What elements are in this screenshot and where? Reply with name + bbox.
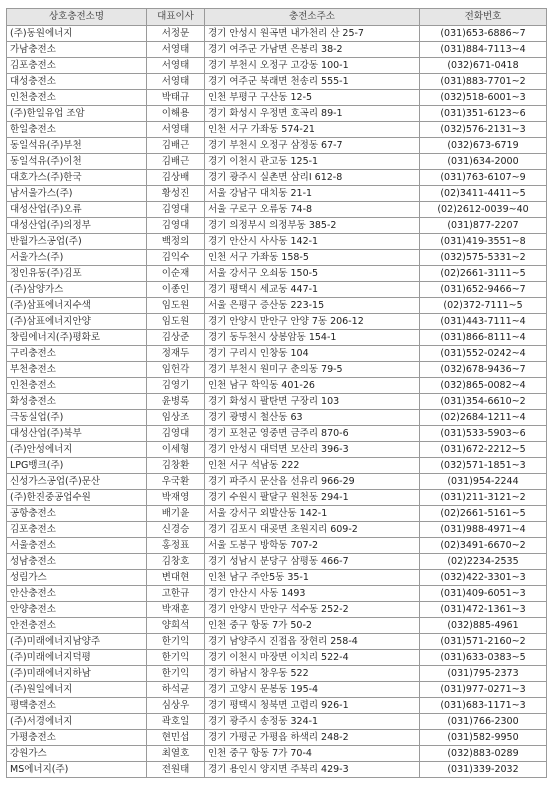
table-row bbox=[7, 666, 547, 682]
ceo-cell: 김창환 bbox=[147, 458, 205, 474]
station-name-cell: 서울가스(주) bbox=[7, 250, 147, 266]
table-row bbox=[7, 314, 547, 330]
phone-cell: (031)552-0242~4 bbox=[420, 346, 547, 362]
table-row bbox=[7, 330, 547, 346]
address-cell: 경기 수원시 팔달구 원천동 294-1 bbox=[205, 490, 420, 506]
address-cell: 경기 부천시 오정구 고강동 100-1 bbox=[205, 58, 420, 74]
station-name-cell: 가평충전소 bbox=[7, 730, 147, 746]
table-row bbox=[7, 186, 547, 202]
ceo-cell: 서영태 bbox=[147, 42, 205, 58]
ceo-cell: 임상조 bbox=[147, 410, 205, 426]
table-header-row bbox=[7, 9, 547, 26]
address-cell: 인천 서구 가좌동 158-5 bbox=[205, 250, 420, 266]
table-row bbox=[7, 698, 547, 714]
phone-cell: (02)2661-3111~5 bbox=[420, 266, 547, 282]
table-row bbox=[7, 618, 547, 634]
station-name-cell: 구리충전소 bbox=[7, 346, 147, 362]
ceo-cell: 박태규 bbox=[147, 90, 205, 106]
station-name-cell: (주)미래에너지하남 bbox=[7, 666, 147, 682]
address-cell: 서울 은평구 증산동 223-15 bbox=[205, 298, 420, 314]
ceo-cell: 김영대 bbox=[147, 426, 205, 442]
header-address: 충전소주소 bbox=[205, 9, 420, 26]
phone-cell: (032)885-4961 bbox=[420, 618, 547, 634]
address-cell: 경기 광주시 송정동 324-1 bbox=[205, 714, 420, 730]
phone-cell: (031)419-3551~8 bbox=[420, 234, 547, 250]
phone-cell: (031)443-7111~4 bbox=[420, 314, 547, 330]
station-name-cell: (주)미래에너지남양주 bbox=[7, 634, 147, 650]
ceo-cell: 우국환 bbox=[147, 474, 205, 490]
station-name-cell: 서울충전소 bbox=[7, 538, 147, 554]
address-cell: 경기 부천시 오정구 삼정동 67-7 bbox=[205, 138, 420, 154]
table-row bbox=[7, 218, 547, 234]
station-name-cell: (주)미래에너지덕평 bbox=[7, 650, 147, 666]
address-cell: 경기 하남시 창우동 522 bbox=[205, 666, 420, 682]
ceo-cell: 이순재 bbox=[147, 266, 205, 282]
table-row bbox=[7, 202, 547, 218]
address-cell: 인천 중구 항동 7가 50-2 bbox=[205, 618, 420, 634]
table-row bbox=[7, 426, 547, 442]
phone-cell: (031)354-6610~2 bbox=[420, 394, 547, 410]
table-row bbox=[7, 458, 547, 474]
table-row bbox=[7, 170, 547, 186]
ceo-cell: 현민섭 bbox=[147, 730, 205, 746]
table-row bbox=[7, 586, 547, 602]
station-name-cell: 극동실업(주) bbox=[7, 410, 147, 426]
table-row bbox=[7, 650, 547, 666]
table-row bbox=[7, 506, 547, 522]
table-row bbox=[7, 554, 547, 570]
table-row bbox=[7, 410, 547, 426]
address-cell: 서울 도봉구 방학동 707-2 bbox=[205, 538, 420, 554]
ceo-cell: 김배근 bbox=[147, 154, 205, 170]
ceo-cell: 심상우 bbox=[147, 698, 205, 714]
table-row bbox=[7, 42, 547, 58]
station-name-cell: 동일석유(주)이천 bbox=[7, 154, 147, 170]
ceo-cell: 김영대 bbox=[147, 218, 205, 234]
address-cell: 인천 남구 학익동 401-26 bbox=[205, 378, 420, 394]
table-row bbox=[7, 266, 547, 282]
address-cell: 경기 안양시 만안구 석수동 252-2 bbox=[205, 602, 420, 618]
phone-cell: (02)2661-5161~5 bbox=[420, 506, 547, 522]
phone-cell: (031)763-6107~9 bbox=[420, 170, 547, 186]
ceo-cell: 박재훈 bbox=[147, 602, 205, 618]
ceo-cell: 황성진 bbox=[147, 186, 205, 202]
address-cell: 경기 화성시 우정면 호곡리 89-1 bbox=[205, 106, 420, 122]
phone-cell: (031)571-2160~2 bbox=[420, 634, 547, 650]
table-row bbox=[7, 538, 547, 554]
address-cell: 경기 김포시 대곶면 초원지리 609-2 bbox=[205, 522, 420, 538]
station-name-cell: 대성산업(주)오류 bbox=[7, 202, 147, 218]
table-row bbox=[7, 378, 547, 394]
address-cell: 인천 부평구 구산동 12-5 bbox=[205, 90, 420, 106]
station-name-cell: (주)한진중공업수원 bbox=[7, 490, 147, 506]
address-cell: 서울 강서구 오쇠동 150-5 bbox=[205, 266, 420, 282]
ceo-cell: 정재두 bbox=[147, 346, 205, 362]
ceo-cell: 서영태 bbox=[147, 122, 205, 138]
address-cell: 경기 광명시 철산동 63 bbox=[205, 410, 420, 426]
table-row bbox=[7, 154, 547, 170]
phone-cell: (031)409-6051~3 bbox=[420, 586, 547, 602]
ceo-cell: 고한규 bbox=[147, 586, 205, 602]
station-name-cell: 인천충전소 bbox=[7, 378, 147, 394]
address-cell: 경기 이천시 관고동 125-1 bbox=[205, 154, 420, 170]
phone-cell: (031)351-6123~6 bbox=[420, 106, 547, 122]
table-row bbox=[7, 106, 547, 122]
station-name-cell: 반월가스공업(주) bbox=[7, 234, 147, 250]
station-name-cell: 신성가스공업(주)문산 bbox=[7, 474, 147, 490]
table-row bbox=[7, 298, 547, 314]
station-name-cell: 안양충전소 bbox=[7, 602, 147, 618]
station-name-cell: 가남충전소 bbox=[7, 42, 147, 58]
address-cell: 경기 평택시 청북면 고렴리 926-1 bbox=[205, 698, 420, 714]
phone-cell: (031)533-5903~6 bbox=[420, 426, 547, 442]
station-name-cell: (주)삼양가스 bbox=[7, 282, 147, 298]
station-name-cell: 대호가스(주)한국 bbox=[7, 170, 147, 186]
ceo-cell: 하석균 bbox=[147, 682, 205, 698]
table-row bbox=[7, 522, 547, 538]
ceo-cell: 곽호일 bbox=[147, 714, 205, 730]
ceo-cell: 임도원 bbox=[147, 298, 205, 314]
ceo-cell: 서영태 bbox=[147, 74, 205, 90]
address-cell: 경기 안산시 사동 1493 bbox=[205, 586, 420, 602]
table-row bbox=[7, 602, 547, 618]
ceo-cell: 윤병록 bbox=[147, 394, 205, 410]
address-cell: 경기 광주시 실촌면 삼리I 612-8 bbox=[205, 170, 420, 186]
ceo-cell: 임헌각 bbox=[147, 362, 205, 378]
address-cell: 경기 동두천시 상봉암동 154-1 bbox=[205, 330, 420, 346]
table-row bbox=[7, 26, 547, 42]
station-name-cell: 화성충전소 bbox=[7, 394, 147, 410]
phone-cell: (032)571-1851~3 bbox=[420, 458, 547, 474]
station-name-cell: 김포충전소 bbox=[7, 522, 147, 538]
phone-cell: (02)3411-4411~5 bbox=[420, 186, 547, 202]
station-name-cell: 동일석유(주)부천 bbox=[7, 138, 147, 154]
address-cell: 인천 서구 석남동 222 bbox=[205, 458, 420, 474]
address-cell: 경기 부천시 원미구 춘의동 79-5 bbox=[205, 362, 420, 378]
ceo-cell: 이세형 bbox=[147, 442, 205, 458]
phone-cell: (031)472-1361~3 bbox=[420, 602, 547, 618]
phone-cell: (031)633-0383~5 bbox=[420, 650, 547, 666]
address-cell: 경기 평택시 세교동 447-1 bbox=[205, 282, 420, 298]
address-cell: 인천 중구 항동 7가 70-4 bbox=[205, 746, 420, 762]
station-name-cell: 안전충전소 bbox=[7, 618, 147, 634]
table-row bbox=[7, 490, 547, 506]
station-name-cell: 정인유동(주)김포 bbox=[7, 266, 147, 282]
station-name-cell: (주)한일유업 조암 bbox=[7, 106, 147, 122]
ceo-cell: 김배근 bbox=[147, 138, 205, 154]
ceo-cell: 이종인 bbox=[147, 282, 205, 298]
address-cell: 경기 남양주시 진접읍 장현리 258-4 bbox=[205, 634, 420, 650]
table-row bbox=[7, 682, 547, 698]
station-name-cell: MS에너지(주) bbox=[7, 762, 147, 778]
station-name-cell: 안산충전소 bbox=[7, 586, 147, 602]
address-cell: 인천 서구 가좌동 574-21 bbox=[205, 122, 420, 138]
table-row bbox=[7, 714, 547, 730]
header-phone: 전화번호 bbox=[420, 9, 547, 26]
station-name-cell: 대성충전소 bbox=[7, 74, 147, 90]
header-station-name: 상호충전소명 bbox=[7, 9, 147, 26]
address-cell: 경기 의정부시 의정부동 385-2 bbox=[205, 218, 420, 234]
phone-cell: (032)673-6719 bbox=[420, 138, 547, 154]
phone-cell: (031)877-2207 bbox=[420, 218, 547, 234]
phone-cell: (032)575-5331~2 bbox=[420, 250, 547, 266]
address-cell: 경기 구리시 인창동 104 bbox=[205, 346, 420, 362]
table-row bbox=[7, 362, 547, 378]
phone-cell: (031)883-7701~2 bbox=[420, 74, 547, 90]
table-body bbox=[7, 26, 547, 778]
phone-cell: (031)211-3121~2 bbox=[420, 490, 547, 506]
phone-cell: (031)683-1171~3 bbox=[420, 698, 547, 714]
address-cell: 경기 파주시 문산읍 선유리 966-29 bbox=[205, 474, 420, 490]
phone-cell: (032)576-2131~3 bbox=[420, 122, 547, 138]
table-row bbox=[7, 634, 547, 650]
table-row bbox=[7, 138, 547, 154]
station-name-cell: (주)안성에너지 bbox=[7, 442, 147, 458]
table-row bbox=[7, 282, 547, 298]
ceo-cell: 최열호 bbox=[147, 746, 205, 762]
station-name-cell: 한일충전소 bbox=[7, 122, 147, 138]
ceo-cell: 홍정표 bbox=[147, 538, 205, 554]
address-cell: 경기 고양시 문봉동 195-4 bbox=[205, 682, 420, 698]
station-name-cell: (주)삼표에너지수색 bbox=[7, 298, 147, 314]
station-table bbox=[6, 8, 547, 778]
phone-cell: (031)653-6886~7 bbox=[420, 26, 547, 42]
table-row bbox=[7, 746, 547, 762]
phone-cell: (032)865-0082~4 bbox=[420, 378, 547, 394]
station-name-cell: 성남충전소 bbox=[7, 554, 147, 570]
address-cell: 경기 안성시 원곡면 내가천리 산 25-7 bbox=[205, 26, 420, 42]
phone-cell: (031)672-2212~5 bbox=[420, 442, 547, 458]
station-name-cell: 대성산업(주)북부 bbox=[7, 426, 147, 442]
station-name-cell: 공항충전소 bbox=[7, 506, 147, 522]
address-cell: 경기 포천군 영중면 금주리 870-6 bbox=[205, 426, 420, 442]
ceo-cell: 양희석 bbox=[147, 618, 205, 634]
station-name-cell: 인천충전소 bbox=[7, 90, 147, 106]
address-cell: 서울 강남구 대치동 21-1 bbox=[205, 186, 420, 202]
table-row bbox=[7, 122, 547, 138]
table-row bbox=[7, 730, 547, 746]
phone-cell: (031)652-9466~7 bbox=[420, 282, 547, 298]
address-cell: 경기 여주군 북래면 천송리 555-1 bbox=[205, 74, 420, 90]
ceo-cell: 한기익 bbox=[147, 650, 205, 666]
ceo-cell: 박재영 bbox=[147, 490, 205, 506]
ceo-cell: 김익수 bbox=[147, 250, 205, 266]
ceo-cell: 한기익 bbox=[147, 666, 205, 682]
table-row bbox=[7, 346, 547, 362]
ceo-cell: 서영태 bbox=[147, 58, 205, 74]
station-name-cell: 강원가스 bbox=[7, 746, 147, 762]
phone-cell: (032)678-9436~7 bbox=[420, 362, 547, 378]
table-row bbox=[7, 570, 547, 586]
station-name-cell: 남서울가스(주) bbox=[7, 186, 147, 202]
phone-cell: (02)2234-2535 bbox=[420, 554, 547, 570]
ceo-cell: 변대현 bbox=[147, 570, 205, 586]
address-cell: 경기 안성시 대덕면 모산리 396-3 bbox=[205, 442, 420, 458]
ceo-cell: 배기윤 bbox=[147, 506, 205, 522]
address-cell: 경기 성남시 분당구 삼평동 466-7 bbox=[205, 554, 420, 570]
ceo-cell: 김영대 bbox=[147, 202, 205, 218]
station-name-cell: 대성산업(주)의정부 bbox=[7, 218, 147, 234]
table-row bbox=[7, 74, 547, 90]
address-cell: 경기 여주군 가남면 은봉리 38-2 bbox=[205, 42, 420, 58]
phone-cell: (031)339-2032 bbox=[420, 762, 547, 778]
phone-cell: (031)977-0271~3 bbox=[420, 682, 547, 698]
station-name-cell: 창림에너지(주)평화로 bbox=[7, 330, 147, 346]
address-cell: 경기 안산시 사사동 142-1 bbox=[205, 234, 420, 250]
station-name-cell: (주)삼표에너지안양 bbox=[7, 314, 147, 330]
ceo-cell: 신경승 bbox=[147, 522, 205, 538]
table-row bbox=[7, 250, 547, 266]
station-name-cell: 부천충전소 bbox=[7, 362, 147, 378]
phone-cell: (031)954-2244 bbox=[420, 474, 547, 490]
table-row bbox=[7, 474, 547, 490]
ceo-cell: 백정의 bbox=[147, 234, 205, 250]
station-name-cell: 김포충전소 bbox=[7, 58, 147, 74]
ceo-cell: 전원태 bbox=[147, 762, 205, 778]
station-name-cell: 평택충전소 bbox=[7, 698, 147, 714]
phone-cell: (032)671-0418 bbox=[420, 58, 547, 74]
phone-cell: (02)3491-6670~2 bbox=[420, 538, 547, 554]
station-table-container bbox=[6, 8, 546, 778]
phone-cell: (02)372-7111~5 bbox=[420, 298, 547, 314]
address-cell: 경기 가평군 가평읍 하색리 248-2 bbox=[205, 730, 420, 746]
table-row bbox=[7, 394, 547, 410]
table-row bbox=[7, 58, 547, 74]
phone-cell: (02)2684-1211~4 bbox=[420, 410, 547, 426]
ceo-cell: 이해용 bbox=[147, 106, 205, 122]
address-cell: 서울 강서구 외발산동 142-1 bbox=[205, 506, 420, 522]
ceo-cell: 김상배 bbox=[147, 170, 205, 186]
phone-cell: (032)883-0289 bbox=[420, 746, 547, 762]
phone-cell: (031)988-4971~4 bbox=[420, 522, 547, 538]
table-row bbox=[7, 442, 547, 458]
ceo-cell: 임도원 bbox=[147, 314, 205, 330]
phone-cell: (031)884-7113~4 bbox=[420, 42, 547, 58]
address-cell: 서울 구로구 오류동 74-8 bbox=[205, 202, 420, 218]
phone-cell: (031)634-2000 bbox=[420, 154, 547, 170]
phone-cell: (031)582-9950 bbox=[420, 730, 547, 746]
station-name-cell: 성림가스 bbox=[7, 570, 147, 586]
station-name-cell: (주)동원에너지 bbox=[7, 26, 147, 42]
phone-cell: (031)866-8111~4 bbox=[420, 330, 547, 346]
address-cell: 인천 남구 주안5동 35-1 bbox=[205, 570, 420, 586]
header-ceo: 대표이사 bbox=[147, 9, 205, 26]
station-name-cell: LPG뱅크(주) bbox=[7, 458, 147, 474]
ceo-cell: 김창호 bbox=[147, 554, 205, 570]
address-cell: 경기 화성시 팔탄면 구장리 103 bbox=[205, 394, 420, 410]
phone-cell: (02)2612-0039~40 bbox=[420, 202, 547, 218]
phone-cell: (031)766-2300 bbox=[420, 714, 547, 730]
phone-cell: (032)518-6001~3 bbox=[420, 90, 547, 106]
ceo-cell: 김상준 bbox=[147, 330, 205, 346]
address-cell: 경기 이천시 마장면 이치리 522-4 bbox=[205, 650, 420, 666]
phone-cell: (032)422-3301~3 bbox=[420, 570, 547, 586]
table-row bbox=[7, 234, 547, 250]
phone-cell: (031)795-2373 bbox=[420, 666, 547, 682]
table-row bbox=[7, 90, 547, 106]
ceo-cell: 한기익 bbox=[147, 634, 205, 650]
ceo-cell: 서정문 bbox=[147, 26, 205, 42]
station-name-cell: (주)원일에너지 bbox=[7, 682, 147, 698]
address-cell: 경기 용인시 양지면 주북리 429-3 bbox=[205, 762, 420, 778]
address-cell: 경기 안양시 만안구 안양 7동 206-12 bbox=[205, 314, 420, 330]
table-row bbox=[7, 762, 547, 778]
station-name-cell: (주)서경에너지 bbox=[7, 714, 147, 730]
ceo-cell: 김영기 bbox=[147, 378, 205, 394]
